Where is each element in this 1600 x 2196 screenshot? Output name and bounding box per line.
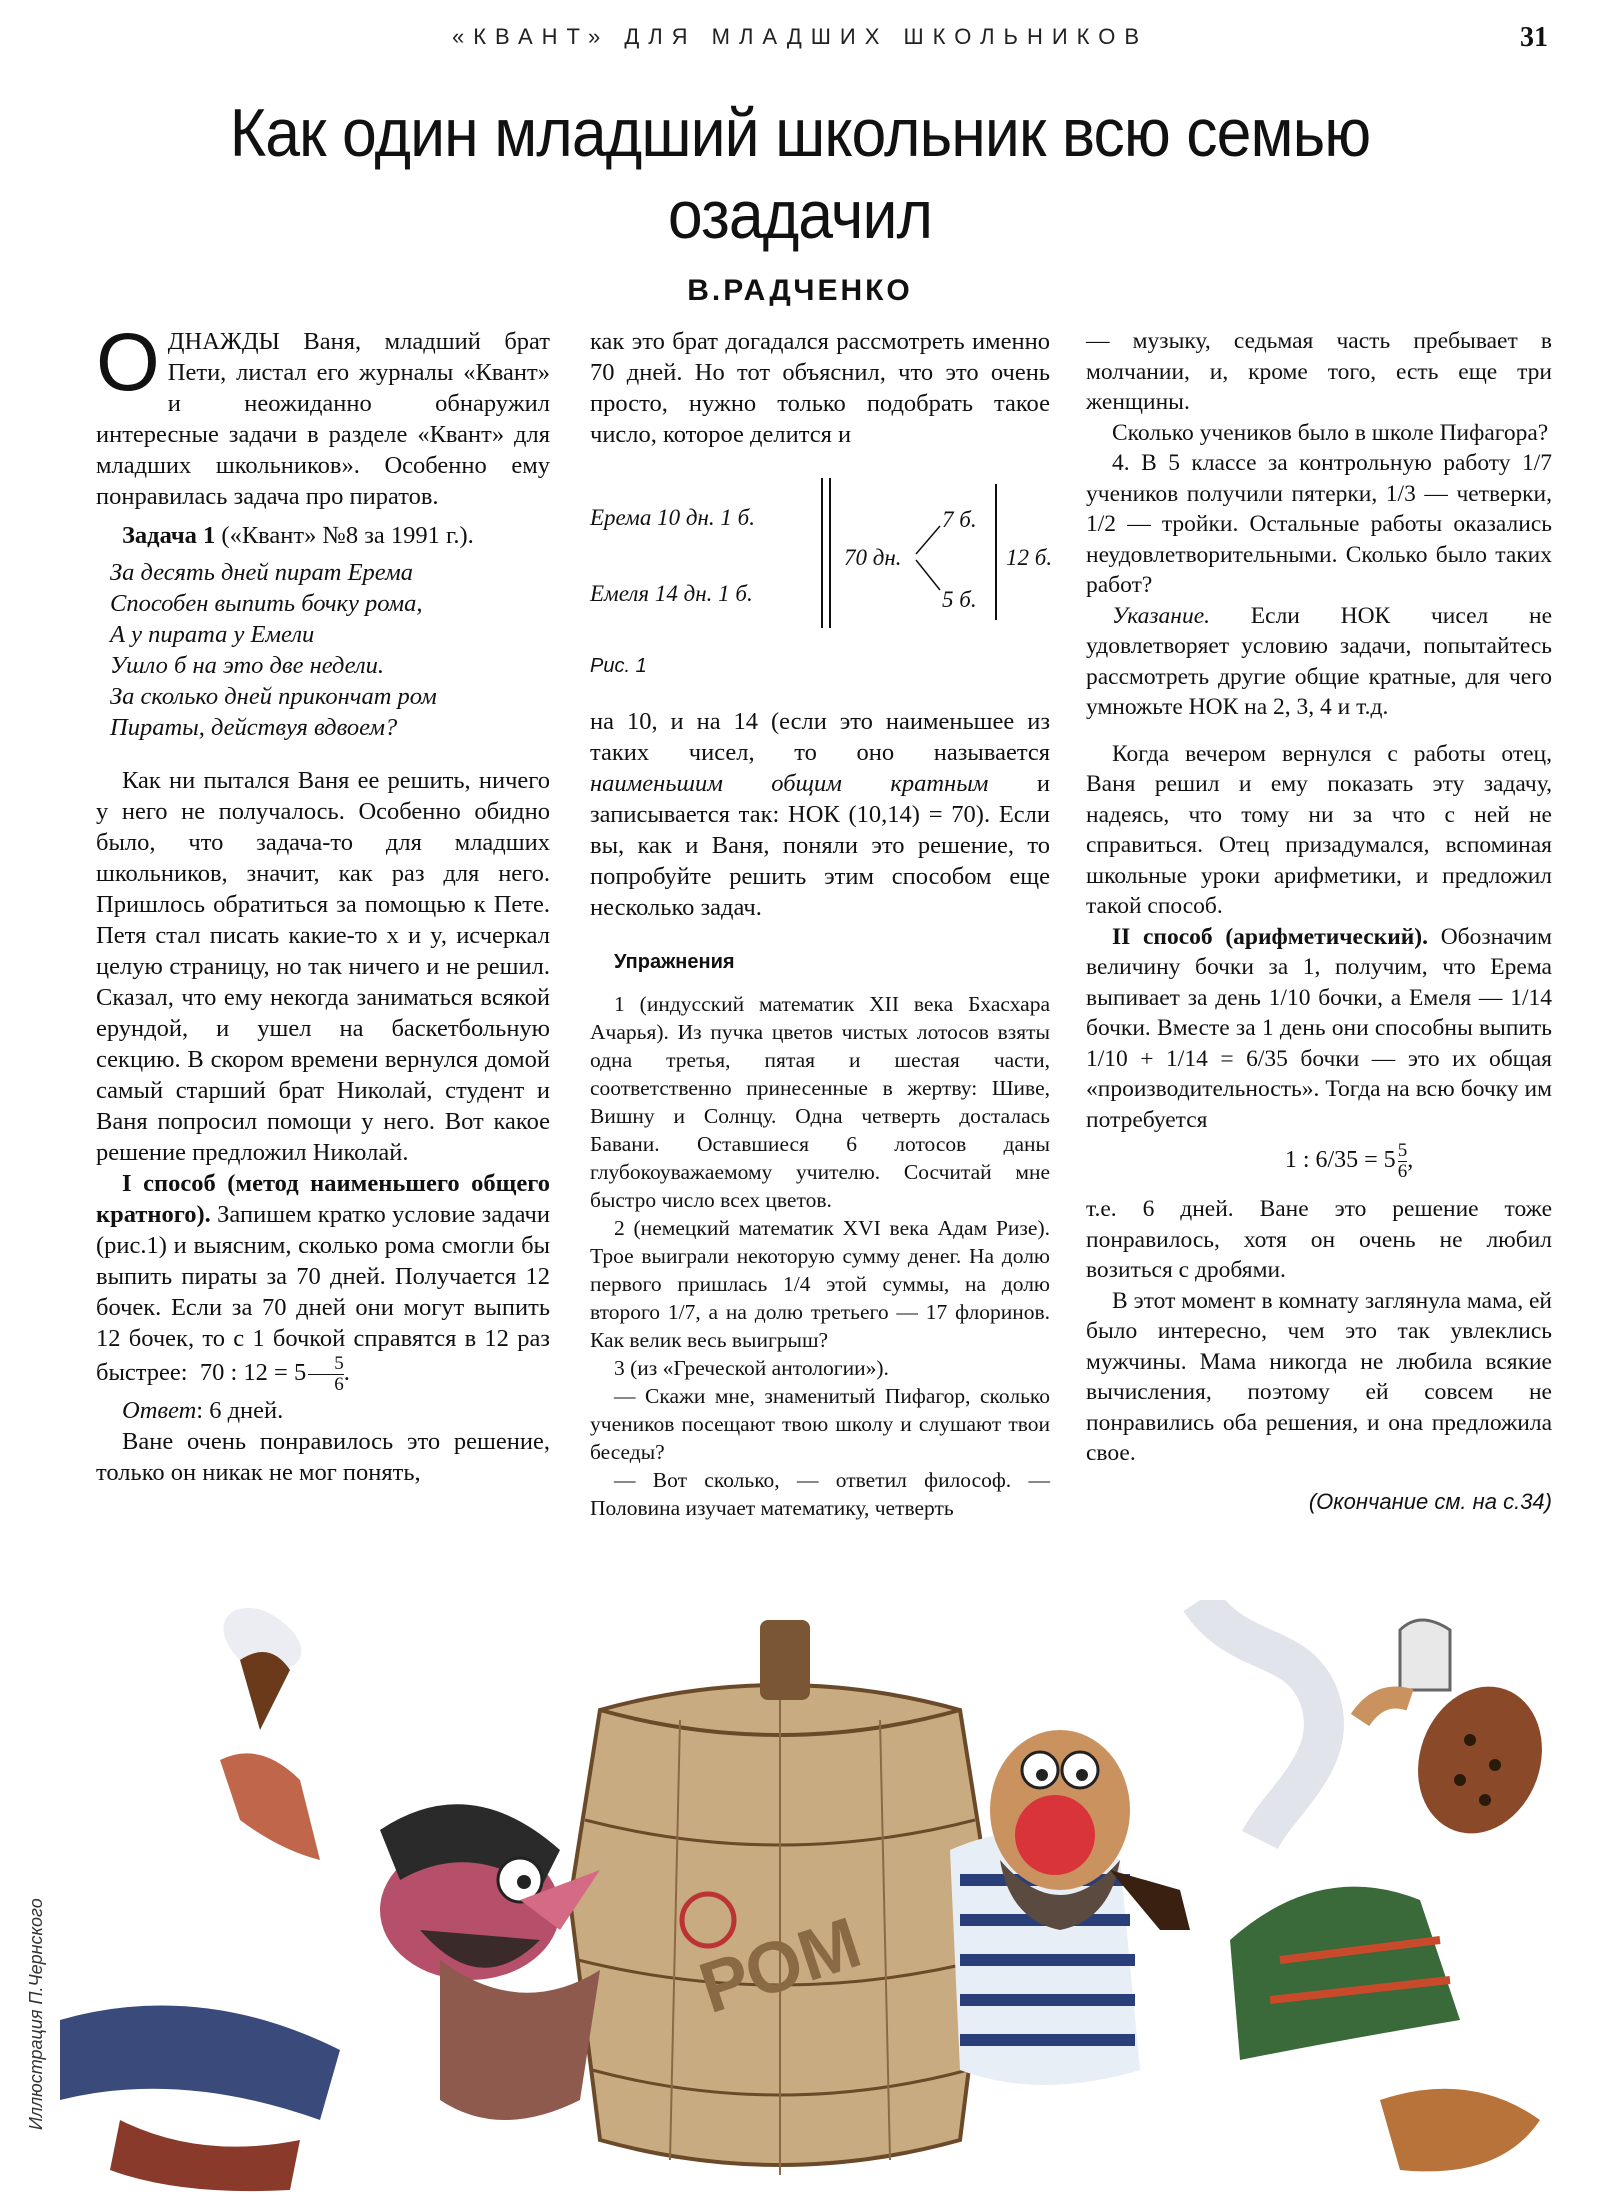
method-2-text: Обозначим величину бочки за 1, получим, что Ерема выпивает за день 1/10 бочки, а Емеля — 1/14 бочки. Вместе за 1 день они способны выпить 1/10 + 1/14 = 6/35 бочки — это их общая «производительность». Тогда на всю бочку им потребуется [1086,923,1552,1133]
page-number: 31 [1520,22,1548,53]
exercise-2: 2 (немецкий математик XVI века Адам Ризе). Трое выиграли некоторую сумму денег. На долю первого пришлась 1/4 этой суммы, на долю второго 1/7, а на долю третьего — 17 флоринов. Как велик весь выигрыш? [590,1216,1050,1352]
method-1-paragraph [96,1168,550,1395]
column-3 [1086,326,1552,1517]
task-source: («Квант» №8 за 1991 г.). [215,522,474,549]
column-1 [96,317,550,1488]
answer: Ответ: 6 дней. [122,1397,284,1424]
title-line-1: Как один младший школьник всю семью [229,95,1371,171]
fig-down: 5 б. [942,587,977,612]
paragraph: на 10, и на 14 (если это наименьшее из таких чисел, то оно называется наименьшим общим кратным и записывается так: НОК (10,14) = 70). Если вы, как и Ваня, поняли это решение, то попробуйте решить этим способом еще несколько задач. [590,708,1050,921]
exercises [590,990,1050,1522]
poem-line: За сколько дней прикончат ром [110,683,437,710]
task-heading [96,520,550,551]
barrel-label: РОМ [690,1902,871,2029]
intro-paragraph [96,317,550,512]
poem-line: Способен выпить бочку рома, [110,590,423,617]
task-label: Задача 1 [122,522,216,549]
paragraph: Когда вечером вернулся с работы отец, Ваня решил и ему показать эту задачу, надеясь, что тому ни за что с ней не справиться. Отец призадумался, вспоминая школьные уроки арифметики, и предложил такой способ. [1086,740,1552,919]
method-1-label: I способ (метод наименьшего общего кратного). [96,1170,550,1228]
hint: Указание. Если НОК чисел не удовлетворяет условию задачи, попытайтесь рассмотреть другие общие кратные, для чего умножьте НОК на 2, 3, 4 и т.д. [1086,602,1552,720]
exercise-3-dialog: — Вот сколько, — ответил философ. — Половина изучает математику, четверть [590,1468,1050,1520]
fig-total: 12 б. [1006,545,1053,570]
poem-line: Ушло б на это две недели. [110,652,384,679]
drop-cap: О [96,317,160,408]
method-1-text: Запишем кратко условие задачи (рис.1) и выясним, сколько рома смогли бы выпить пираты за 70 дней. Получается 12 бочек. Если за 70 дней они могут выпить 12 бочек, то с 1 бочкой справятся в 12 раз быстрее: [96,1201,550,1387]
paragraph: как это брат догадался рассмотреть именно 70 дней. Но тот объяснил, что это очень просто, нужно только подобрать такое число, которое делится и [590,328,1050,448]
article-title [174,92,1425,256]
exercise-1: 1 (индусский математик XII века Бхасхара Ачарья). Из пучка цветов чистых лотосов взяты одна третья, пятая и шестая части, соответственно принесенные в жертву: Шиве, Вишну и Солнцу. Одна четверть досталась Бавани. Оставшиеся 6 лотосов даны глубокоуважаемому учителю. Сосчитай мне быстро число всех цветов. [590,992,1050,1212]
fig-row-emelya: Емеля 14 дн. 1 б. [590,581,753,606]
running-head: «КВАНТ» ДЛЯ МЛАДШИХ ШКОЛЬНИКОВ [451,24,1149,49]
poem-line: Пираты, действуя вдвоем? [110,714,398,741]
paragraph: Ване очень понравилось это решение, только он никак не мог понять, [96,1428,550,1486]
pirate-emelya [950,1620,1562,2171]
poem-line: За десять дней пират Ерема [110,559,413,586]
column-2 [590,326,1053,1522]
exercise-4: 4. В 5 классе за контрольную работу 1/7 учеников получили пятерки, 1/3 — четверки, 1/2 — тройки. Остальные работы оказались неудовлетворительными. Сколько было таких работ? [1086,450,1552,598]
method-2-label: II способ (арифметический). [1112,923,1429,950]
title-line-2: озадачил [667,177,933,253]
fraction: $\frac{5}{6}$ [308,1354,344,1395]
fig-row-erema: Ерема 10 дн. 1 б. [590,505,755,530]
fig-lines [590,460,1053,645]
poem [110,557,550,743]
paragraph: т.е. 6 дней. Ване это решение тоже понравилось, хотя он очень не любил возиться с дробями. [1086,1196,1552,1283]
method-2-paragraph [1086,922,1552,1136]
paragraph: Сколько учеников было в школе Пифагора? [1112,419,1549,446]
poem-line: А у пирата у Емели [110,621,315,648]
paragraph: Как ни пытался Ваня ее решить, ничего у него не получалось. Особенно обидно было, что задача-то для младших школьников, значит, как раз для него. Пришлось обратиться за помощью к Пете. Петя стал писать какие-то x и y, исчеркал целую страницу, но так ничего и не решил. Сказал, что ему некогда заниматься всякой ерундой, и ушел на баскетбольную секцию. В скором времени вернулся домой самый старший брат Николай, студент и Ваня попросил помощи у него. Вот какое решение предложил Николай. [96,767,550,1166]
barrel [570,1620,990,2175]
figure-1 [590,460,1053,645]
illustration-credit: Иллюстрация П.Чернского [26,1898,46,2130]
fig-center: 70 дн. [844,545,902,570]
exercises-title: Упражнения [614,951,735,973]
intro-text: ДНАЖДЫ Ваня, младший брат Пети, листал его журналы «Квант» и неожиданно обнаружил интересные задачи в разделе «Квант» для младших школьников». Особенно ему понравилась задача про пиратов. [96,328,550,510]
paragraph: — музыку, седьмая часть пребывает в молчании, и, кроме того, есть еще три женщины. [1086,328,1552,415]
author: В.РАДЧЕНКО [687,274,913,307]
pirates-illustration [0,1600,1600,2196]
method-1-formula: 70 : 12 = 5 $\frac{5}{6}$ . [199,1353,350,1395]
exercise-3: 3 (из «Греческой антологии»). [614,1356,889,1380]
continuation-note: (Окончание см. на с.34) [1308,1488,1552,1514]
method-2-formula: 1 : 6/35 = 5 $\frac{5}{6}$ , [1284,1140,1414,1182]
paragraph: В этот момент в комнату заглянула мама, ей было интересно, чем это так увлеклись мужчины. Мама никогда не любила всякие вычисления, поэтому ей совсем не понравились оба решения, и она предложила свое. [1086,1287,1552,1466]
fraction: $\frac{5}{6}$ [1397,1140,1408,1182]
fig-up: 7 б. [942,507,977,532]
exercise-3-dialog: — Скажи мне, знаменитый Пифагор, сколько учеников посещают твою школу и слушают твои беседы? [590,1384,1050,1464]
figure-caption: Рис. 1 [590,655,647,677]
